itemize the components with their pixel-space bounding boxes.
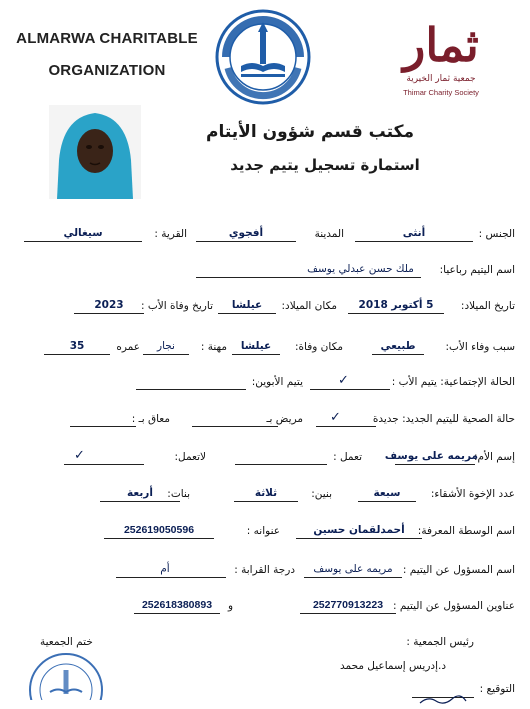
almarwa-logo (214, 8, 312, 106)
siblings-label: عدد الإخوة الأشقاء: (430, 488, 515, 500)
kinship-label: درجة القرابة : (234, 564, 295, 576)
row-mother (0, 449, 530, 471)
dob-label: تاريخ الميلاد: (460, 300, 515, 312)
village-label: القرية : (154, 228, 187, 240)
organization-seal (28, 652, 104, 700)
father-orphan-check: ✓ (338, 373, 349, 388)
intermediary-address-label: عنوانه : (246, 525, 280, 537)
social-status-label: الحالة الإجتماعية: يتيم الأب : (391, 376, 515, 388)
birthplace-value: عيلشا (231, 299, 263, 311)
death-place-value: عيلشا (240, 340, 272, 352)
form-title: استمارة تسجيل يتيم جديد (230, 156, 420, 174)
orphan-photo (49, 105, 141, 199)
row-intermediary (0, 523, 530, 545)
sick-label: مريض بـ (266, 413, 303, 425)
office-title: مكتب قسم شؤون الأيتام (206, 122, 414, 142)
intermediary-value: أحمدلقمان حسين (313, 524, 405, 536)
president-name: د.إدريس إسماعيل محمد (339, 660, 446, 672)
village-value: سيغالي (63, 227, 103, 239)
guardian-value: مريمه على يوسف (313, 563, 393, 575)
row-father-death (0, 339, 530, 361)
row-social-status (0, 374, 530, 396)
death-cause-value: طبيعي (380, 340, 416, 352)
orphan-name-label: اسم اليتيم رباعيا: (439, 264, 515, 276)
dob-value: 5 أكتوبر 2018 (358, 299, 434, 311)
death-cause-label: سبب وفاء الأب: (445, 341, 515, 353)
guardian-phone1: 252770913223 (312, 599, 384, 611)
girls-value: أربعة (127, 487, 153, 499)
birthplace-label: مكان الميلاد: (281, 300, 337, 312)
death-place-label: مكان وفاة: (295, 341, 343, 353)
thimar-logo: ثمار جمعية ثمار الخيرية Thimar Charity Society (403, 18, 479, 97)
girls-label: بنات: (167, 488, 190, 500)
age-label: عمره (116, 341, 140, 353)
row-gender (0, 226, 530, 248)
father-death-date-label: تاريخ وفاة الأب : (140, 300, 213, 312)
kinship-value: أم (160, 563, 170, 575)
signature-label: التوقيع : (479, 683, 515, 695)
mother-name-value: مريمه على يوسف (384, 450, 478, 462)
health-label: حالة الصحية لليتيم الجديد: جديدة (372, 413, 515, 425)
gender-value: أنثى (402, 227, 426, 239)
orphan-name-value: ملك حسن عبدلي يوسف (307, 263, 414, 275)
profession-label: مهنة : (200, 341, 227, 353)
disabled-label: معاق بـ : (131, 413, 170, 425)
intermediary-address-value: 252619050596 (123, 524, 195, 536)
intermediary-label: اسم الوسطة المعرفة: (417, 525, 515, 537)
guardian-address-label: عناوين المسؤول عن اليتيم : (392, 600, 515, 612)
mother-not-working-label: لاتعمل: (174, 451, 206, 463)
row-birth (0, 298, 530, 320)
mother-not-working-check: ✓ (74, 448, 85, 463)
signature (418, 690, 468, 700)
row-guardian-address (0, 598, 530, 620)
org-name-en-line1: ALMARWA CHARITABLE (16, 30, 198, 47)
mother-name-label: إسم الأم: (474, 451, 515, 463)
city-label: المدينة (314, 228, 344, 240)
health-new-check: ✓ (330, 410, 341, 425)
gender-label: الجنس : (478, 228, 515, 240)
and-label: و (228, 600, 234, 612)
father-death-date-value: 2023 (94, 299, 124, 311)
mother-works-label: تعمل : (333, 451, 362, 463)
row-siblings (0, 486, 530, 508)
row-health (0, 411, 530, 433)
age-value: 35 (69, 340, 85, 352)
guardian-label: اسم المسؤول عن اليتيم : (402, 564, 515, 576)
president-label: رئيس الجمعية : (406, 636, 474, 648)
boys-value: ثلاثة (254, 487, 278, 499)
row-orphan-name (0, 262, 530, 284)
org-name-en-line2: ORGANIZATION (48, 62, 166, 79)
city-value: أفجوي (228, 227, 264, 239)
parents-orphan-label: يتيم الأبوين: (251, 376, 303, 388)
guardian-phone2: 252618380893 (141, 599, 213, 611)
siblings-value: سبعة (373, 487, 401, 499)
profession-value: نجار (157, 340, 175, 352)
boys-label: بنين: (311, 488, 332, 500)
row-guardian (0, 562, 530, 584)
seal-label: ختم الجمعية (40, 636, 93, 648)
